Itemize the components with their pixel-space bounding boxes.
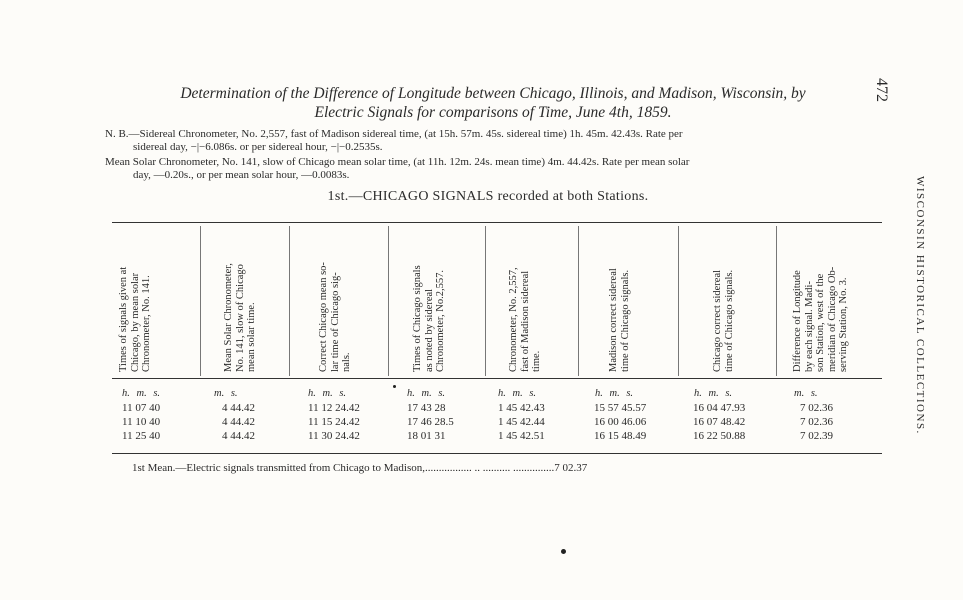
print-speck xyxy=(393,385,396,388)
table-cell: 11 25 40 xyxy=(122,430,161,442)
column-header-5-text xyxy=(508,226,543,372)
units-col-8: m. s. xyxy=(794,388,818,399)
column-header-6 xyxy=(608,226,706,372)
table-cell: 16 15 48.49 xyxy=(594,430,647,442)
header-line: lar time of Chicago sig- xyxy=(329,272,341,372)
header-line: as noted by sidereal xyxy=(423,288,435,372)
units-col-4: h. m. s. xyxy=(407,388,446,399)
header-line: Correct Chicago mean so- xyxy=(318,262,329,372)
table-top-rule xyxy=(112,222,882,223)
table-cell: 15 57 45.57 xyxy=(594,402,647,414)
table-cell: 16 00 46.06 xyxy=(594,416,647,428)
note-2-line-2: day, —0.20s., or per mean solar hour, —0.0083s. xyxy=(133,169,350,181)
title-line-1: Determination of the Difference of Longitude between Chicago, Illinois, and Madison, Wisconsin, by xyxy=(180,85,806,102)
header-line: Mean Solar Chronometer, xyxy=(223,263,234,372)
note-sidereal-chronometer xyxy=(105,128,885,154)
column-header-8 xyxy=(792,226,890,372)
note-mean-solar-chronometer xyxy=(105,156,885,182)
header-line: Chronometer, No. 2,557, xyxy=(508,267,519,372)
header-line: time. xyxy=(531,350,542,372)
header-line: mean solar time. xyxy=(246,302,257,372)
table-cell: 11 07 40 xyxy=(122,402,161,414)
units-col-3: h. m. s. xyxy=(308,388,347,399)
column-header-2 xyxy=(223,226,321,372)
print-speck xyxy=(561,549,566,554)
header-line: Times of Chicago signals xyxy=(412,265,423,372)
units-col-5: h. m. s. xyxy=(498,388,537,399)
header-line: Madison correct sidereal xyxy=(608,268,619,372)
table-cell: 4 44.42 xyxy=(222,402,255,414)
column-header-3-text xyxy=(318,226,353,372)
title-line-2: Electric Signals for comparisons of Time, June 4th, 1859. xyxy=(314,104,672,121)
header-line: nals. xyxy=(341,352,352,372)
page-title xyxy=(108,84,878,122)
column-header-5 xyxy=(508,226,606,372)
table-cell: 7 02.36 xyxy=(800,416,833,428)
table-cell: 1 45 42.51 xyxy=(498,430,545,442)
table-cell: 7 02.39 xyxy=(800,430,833,442)
table-cell: 11 10 40 xyxy=(122,416,161,428)
table-cell: 4 44.42 xyxy=(222,430,255,442)
header-line: by each signal. Madi- xyxy=(803,281,815,372)
table-cell: 1 45 42.43 xyxy=(498,402,545,414)
units-col-1: h. m. s. xyxy=(122,388,161,399)
header-line: time of Chicago signals. xyxy=(619,269,631,372)
table-cell: 4 44.42 xyxy=(222,416,255,428)
table-cell: 16 04 47.93 xyxy=(693,402,746,414)
header-line: No. 141, slow of Chicago xyxy=(234,264,246,372)
column-header-8-text xyxy=(792,226,850,372)
column-header-7-text xyxy=(712,226,735,372)
page-number: 472 xyxy=(873,78,890,102)
header-line: son Station, west of the xyxy=(815,273,826,372)
header-line: fast of Madison sidereal xyxy=(519,270,531,372)
table-cell: 11 12 24.42 xyxy=(308,402,360,414)
column-header-1-text xyxy=(118,226,153,372)
header-line: Chicago correct sidereal xyxy=(712,269,723,372)
table-cell: 16 22 50.88 xyxy=(693,430,746,442)
header-line: Chronometer, No. 141. xyxy=(141,275,152,372)
note-1-line-1: N. B.—Sidereal Chronometer, No. 2,557, fast of Madison sidereal time, (at 15h. 57m. 45s. sidereal time) 1h. 45m. 42.43s. Rate per xyxy=(105,128,683,140)
header-line: time of Chicago signals. xyxy=(723,269,735,372)
column-header-4-text xyxy=(412,226,447,372)
column-header-6-text xyxy=(608,226,631,372)
column-header-4 xyxy=(412,226,510,372)
running-header: WISCONSIN HISTORICAL COLLECTIONS. xyxy=(914,176,926,435)
column-header-2-text xyxy=(223,226,258,372)
column-header-3 xyxy=(318,226,416,372)
table-cell: 17 43 28 xyxy=(407,402,446,414)
table-header-rule xyxy=(112,378,882,379)
header-line: Chronometer, No.2,557. xyxy=(435,270,446,372)
table-bottom-rule xyxy=(112,453,882,454)
first-mean-line: 1st Mean.—Electric signals transmitted from Chicago to Madison,................. .. .......... ...............7 02.37 xyxy=(132,462,588,474)
table-cell: 17 46 28.5 xyxy=(407,416,454,428)
table-cell: 16 07 48.42 xyxy=(693,416,746,428)
header-line: Times of signals given at xyxy=(118,266,129,372)
units-col-7: h. m. s. xyxy=(694,388,733,399)
units-col-6: h. m. s. xyxy=(595,388,634,399)
units-col-2: m. s. xyxy=(214,388,238,399)
table-cell: 18 01 31 xyxy=(407,430,446,442)
table-cell: 11 30 24.42 xyxy=(308,430,360,442)
table-cell: 11 15 24.42 xyxy=(308,416,360,428)
table-cell: 1 45 42.44 xyxy=(498,416,545,428)
note-1-line-2: sidereal day, −|−6.086s. or per sidereal hour, −|−0.2535s. xyxy=(133,141,383,153)
header-line: Chicago, by mean solar xyxy=(129,272,141,372)
header-line: serving Station, No. 3. xyxy=(838,277,849,372)
header-line: meridian of Chicago Ob- xyxy=(826,266,838,372)
header-line: Difference of Longitude xyxy=(792,270,803,372)
note-2-line-1: Mean Solar Chronometer, No. 141, slow of Chicago mean solar time, (at 11h. 12m. 24s. mean time) 4m. 44.42s. Rate per mean solar xyxy=(105,156,690,168)
table-cell: 7 02.36 xyxy=(800,402,833,414)
column-header-1 xyxy=(118,226,216,372)
section-title: 1st.—CHICAGO SIGNALS recorded at both Stations. xyxy=(327,189,649,204)
